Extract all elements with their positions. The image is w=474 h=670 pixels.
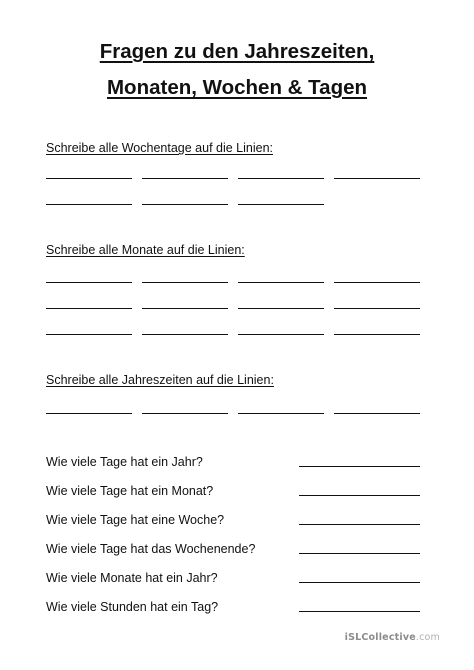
question-text: Wie viele Monate hat ein Jahr? — [46, 571, 218, 585]
answer-blank[interactable] — [46, 204, 132, 205]
answer-blank[interactable] — [142, 308, 228, 309]
answer-blank[interactable] — [142, 413, 228, 414]
answer-blank[interactable] — [46, 308, 132, 309]
answer-blank[interactable] — [46, 178, 132, 179]
answer-blank[interactable] — [46, 413, 132, 414]
answer-blank[interactable] — [238, 204, 324, 205]
answer-blank[interactable] — [299, 553, 420, 554]
answer-blank[interactable] — [142, 204, 228, 205]
answer-blank[interactable] — [142, 282, 228, 283]
site-watermark — [345, 632, 440, 643]
answer-blank[interactable] — [334, 282, 420, 283]
answer-blank[interactable] — [238, 308, 324, 309]
answer-blank[interactable] — [238, 413, 324, 414]
answer-blank[interactable] — [299, 466, 420, 467]
section-heading-months: Schreibe alle Monate auf die Linien: — [46, 243, 245, 257]
question-text: Wie viele Tage hat ein Monat? — [46, 484, 214, 498]
worksheet-title-line-2: Monaten, Wochen & Tagen — [106, 76, 368, 99]
answer-blank[interactable] — [299, 611, 420, 612]
answer-blank[interactable] — [334, 334, 420, 335]
question-text: Wie viele Tage hat ein Jahr? — [46, 455, 203, 469]
answer-blank[interactable] — [238, 334, 324, 335]
watermark-suffix: .com — [415, 632, 440, 643]
section-heading-weekdays: Schreibe alle Wochentage auf die Linien: — [46, 141, 274, 155]
answer-blank[interactable] — [142, 178, 228, 179]
answer-blank[interactable] — [334, 178, 420, 179]
answer-blank[interactable] — [142, 334, 228, 335]
question-text: Wie viele Tage hat eine Woche? — [46, 513, 225, 527]
section-heading-seasons: Schreibe alle Jahreszeiten auf die Linien: — [46, 373, 274, 387]
watermark-main: iSLCollective — [344, 632, 416, 643]
answer-blank[interactable] — [46, 334, 132, 335]
question-text: Wie viele Stunden hat ein Tag? — [46, 600, 219, 614]
worksheet-title-line-1: Fragen zu den Jahreszeiten, — [99, 40, 375, 63]
answer-blank[interactable] — [238, 178, 324, 179]
answer-blank[interactable] — [334, 413, 420, 414]
answer-blank[interactable] — [299, 524, 420, 525]
answer-blank[interactable] — [238, 282, 324, 283]
answer-blank[interactable] — [299, 582, 420, 583]
question-text: Wie viele Tage hat das Wochenende? — [46, 542, 256, 556]
answer-blank[interactable] — [46, 282, 132, 283]
answer-blank[interactable] — [334, 308, 420, 309]
answer-blank[interactable] — [299, 495, 420, 496]
